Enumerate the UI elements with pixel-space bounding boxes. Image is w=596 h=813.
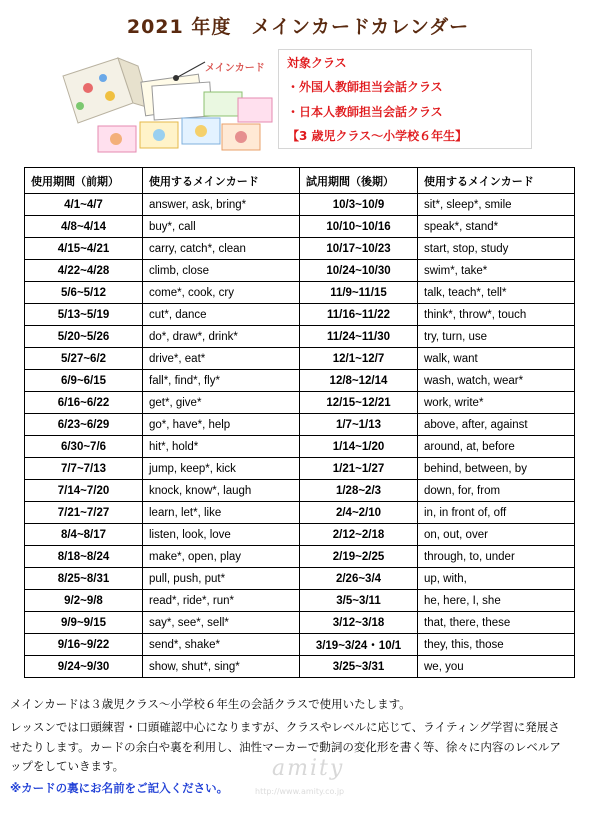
- first-period-cell: 7/21~7/27: [25, 502, 143, 524]
- note-line: メインカードは３歳児クラス～小学校６年生の会話クラスで使用いたします。: [10, 697, 411, 711]
- first-cards-cell: answer, ask, bring*: [143, 194, 300, 216]
- second-period-cell: 3/19~3/24・10/1: [300, 634, 418, 656]
- table-row: [25, 238, 575, 260]
- first-cards-cell: go*, have*, help: [143, 414, 300, 436]
- first-period-cell: 7/14~7/20: [25, 480, 143, 502]
- table-row: [25, 304, 575, 326]
- first-period-cell: 4/15~4/21: [25, 238, 143, 260]
- target-class-box: [278, 49, 532, 149]
- second-cards-cell: behind, between, by: [418, 458, 575, 480]
- first-cards-cell: get*, give*: [143, 392, 300, 414]
- second-cards-cell: down, for, from: [418, 480, 575, 502]
- second-period-cell: 10/24~10/30: [300, 260, 418, 282]
- first-cards-cell: learn, let*, like: [143, 502, 300, 524]
- first-period-cell: 4/22~4/28: [25, 260, 143, 282]
- table-row: [25, 392, 575, 414]
- table-row: [25, 436, 575, 458]
- second-period-cell: 10/10~10/16: [300, 216, 418, 238]
- second-cards-cell: in, in front of, off: [418, 502, 575, 524]
- target-class-item: ・日本人教師担当会話クラス: [287, 105, 443, 119]
- second-period-cell: 2/12~2/18: [300, 524, 418, 546]
- first-period-cell: 5/20~5/26: [25, 326, 143, 348]
- first-cards-cell: read*, ride*, run*: [143, 590, 300, 612]
- first-period-cell: 7/7~7/13: [25, 458, 143, 480]
- table-row: [25, 634, 575, 656]
- header-first-period: 使用期間（前期）: [25, 168, 143, 194]
- second-period-cell: 2/19~2/25: [300, 546, 418, 568]
- second-period-cell: 1/21~1/27: [300, 458, 418, 480]
- first-cards-cell: knock, know*, laugh: [143, 480, 300, 502]
- table-row: [25, 612, 575, 634]
- first-cards-cell: hit*, hold*: [143, 436, 300, 458]
- header-second-period: 試用期間（後期）: [300, 168, 418, 194]
- amity-watermark: amity: [272, 756, 345, 781]
- table-row: [25, 590, 575, 612]
- first-period-cell: 6/9~6/15: [25, 370, 143, 392]
- card-calendar-table: [24, 167, 575, 678]
- second-cards-cell: sit*, sleep*, smile: [418, 194, 575, 216]
- second-period-cell: 12/15~12/21: [300, 392, 418, 414]
- second-period-cell: 3/25~3/31: [300, 656, 418, 678]
- second-period-cell: 1/7~1/13: [300, 414, 418, 436]
- first-period-cell: 5/27~6/2: [25, 348, 143, 370]
- table-row: [25, 524, 575, 546]
- first-period-cell: 9/16~9/22: [25, 634, 143, 656]
- second-cards-cell: speak*, stand*: [418, 216, 575, 238]
- first-cards-cell: fall*, find*, fly*: [143, 370, 300, 392]
- table-row: [25, 326, 575, 348]
- second-period-cell: 12/1~12/7: [300, 348, 418, 370]
- second-cards-cell: try, turn, use: [418, 326, 575, 348]
- target-class-item: 【3 歳児クラス～小学校６年生】: [287, 129, 468, 143]
- second-cards-cell: swim*, take*: [418, 260, 575, 282]
- table-row: [25, 348, 575, 370]
- second-period-cell: 3/5~3/11: [300, 590, 418, 612]
- first-period-cell: 4/1~4/7: [25, 194, 143, 216]
- second-period-cell: 11/24~11/30: [300, 326, 418, 348]
- first-period-cell: 9/2~9/8: [25, 590, 143, 612]
- target-class-item: ・外国人教師担当会話クラス: [287, 80, 443, 94]
- first-period-cell: 8/18~8/24: [25, 546, 143, 568]
- first-cards-cell: make*, open, play: [143, 546, 300, 568]
- second-cards-cell: around, at, before: [418, 436, 575, 458]
- first-period-cell: 4/8~4/14: [25, 216, 143, 238]
- second-cards-cell: talk, teach*, tell*: [418, 282, 575, 304]
- first-period-cell: 8/4~8/17: [25, 524, 143, 546]
- first-period-cell: 8/25~8/31: [25, 568, 143, 590]
- second-cards-cell: start, stop, study: [418, 238, 575, 260]
- first-period-cell: 9/24~9/30: [25, 656, 143, 678]
- second-cards-cell: think*, throw*, touch: [418, 304, 575, 326]
- table-row: [25, 260, 575, 282]
- first-cards-cell: jump, keep*, kick: [143, 458, 300, 480]
- first-cards-cell: carry, catch*, clean: [143, 238, 300, 260]
- table-row: [25, 194, 575, 216]
- second-period-cell: 10/17~10/23: [300, 238, 418, 260]
- note-line: ップをしていきます。: [10, 759, 125, 773]
- header-first-cards: 使用するメインカード: [143, 168, 300, 194]
- table-row: [25, 458, 575, 480]
- second-period-cell: 2/4~2/10: [300, 502, 418, 524]
- first-cards-cell: climb, close: [143, 260, 300, 282]
- first-period-cell: 5/6~5/12: [25, 282, 143, 304]
- second-cards-cell: on, out, over: [418, 524, 575, 546]
- second-period-cell: 12/8~12/14: [300, 370, 418, 392]
- first-cards-cell: drive*, eat*: [143, 348, 300, 370]
- first-cards-cell: listen, look, love: [143, 524, 300, 546]
- name-request-note: ※カードの裏にお名前をご記入ください。: [10, 781, 229, 795]
- table-row: [25, 568, 575, 590]
- first-cards-cell: pull, push, put*: [143, 568, 300, 590]
- first-period-cell: 6/30~7/6: [25, 436, 143, 458]
- second-cards-cell: they, this, those: [418, 634, 575, 656]
- first-cards-cell: come*, cook, cry: [143, 282, 300, 304]
- second-period-cell: 1/28~2/3: [300, 480, 418, 502]
- first-period-cell: 6/23~6/29: [25, 414, 143, 436]
- table-row: [25, 414, 575, 436]
- first-cards-cell: buy*, call: [143, 216, 300, 238]
- table-header-row: [25, 168, 575, 194]
- first-period-cell: 9/9~9/15: [25, 612, 143, 634]
- second-cards-cell: above, after, against: [418, 414, 575, 436]
- second-period-cell: 2/26~3/4: [300, 568, 418, 590]
- first-period-cell: 5/13~5/19: [25, 304, 143, 326]
- note-line: レッスンでは口頭練習・口頭確認中心になりますが、クラスやレベルに応じて、ライティング学習に発展さ: [10, 720, 560, 734]
- second-period-cell: 11/9~11/15: [300, 282, 418, 304]
- second-cards-cell: through, to, under: [418, 546, 575, 568]
- header-second-cards: 使用するメインカード: [418, 168, 575, 194]
- first-cards-cell: say*, see*, sell*: [143, 612, 300, 634]
- table-row: [25, 502, 575, 524]
- first-cards-cell: cut*, dance: [143, 304, 300, 326]
- first-period-cell: 6/16~6/22: [25, 392, 143, 414]
- target-class-heading: 対象クラス: [287, 56, 347, 70]
- second-period-cell: 1/14~1/20: [300, 436, 418, 458]
- note-line: せたりします。カードの余白や裏を利用し、油性マーカーで動詞の変化形を書く等、徐々に内容のレベルア: [10, 740, 561, 754]
- second-cards-cell: he, here, I, she: [418, 590, 575, 612]
- second-cards-cell: wash, watch, wear*: [418, 370, 575, 392]
- second-cards-cell: we, you: [418, 656, 575, 678]
- second-cards-cell: that, there, these: [418, 612, 575, 634]
- table-row: [25, 480, 575, 502]
- first-cards-cell: send*, shake*: [143, 634, 300, 656]
- first-cards-cell: show, shut*, sing*: [143, 656, 300, 678]
- first-cards-cell: do*, draw*, drink*: [143, 326, 300, 348]
- table-row: [25, 216, 575, 238]
- second-period-cell: 10/3~10/9: [300, 194, 418, 216]
- main-card-label: メインカード: [205, 63, 265, 74]
- table-row: [25, 370, 575, 392]
- second-cards-cell: up, with,: [418, 568, 575, 590]
- table-row: [25, 282, 575, 304]
- page-title: 2021 年度 メインカードカレンダー: [126, 16, 470, 38]
- second-cards-cell: work, write*: [418, 392, 575, 414]
- amity-watermark-url: http://www.amity.co.jp: [255, 787, 345, 796]
- second-period-cell: 11/16~11/22: [300, 304, 418, 326]
- second-cards-cell: walk, want: [418, 348, 575, 370]
- second-period-cell: 3/12~3/18: [300, 612, 418, 634]
- table-row: [25, 546, 575, 568]
- table-row: [25, 656, 575, 678]
